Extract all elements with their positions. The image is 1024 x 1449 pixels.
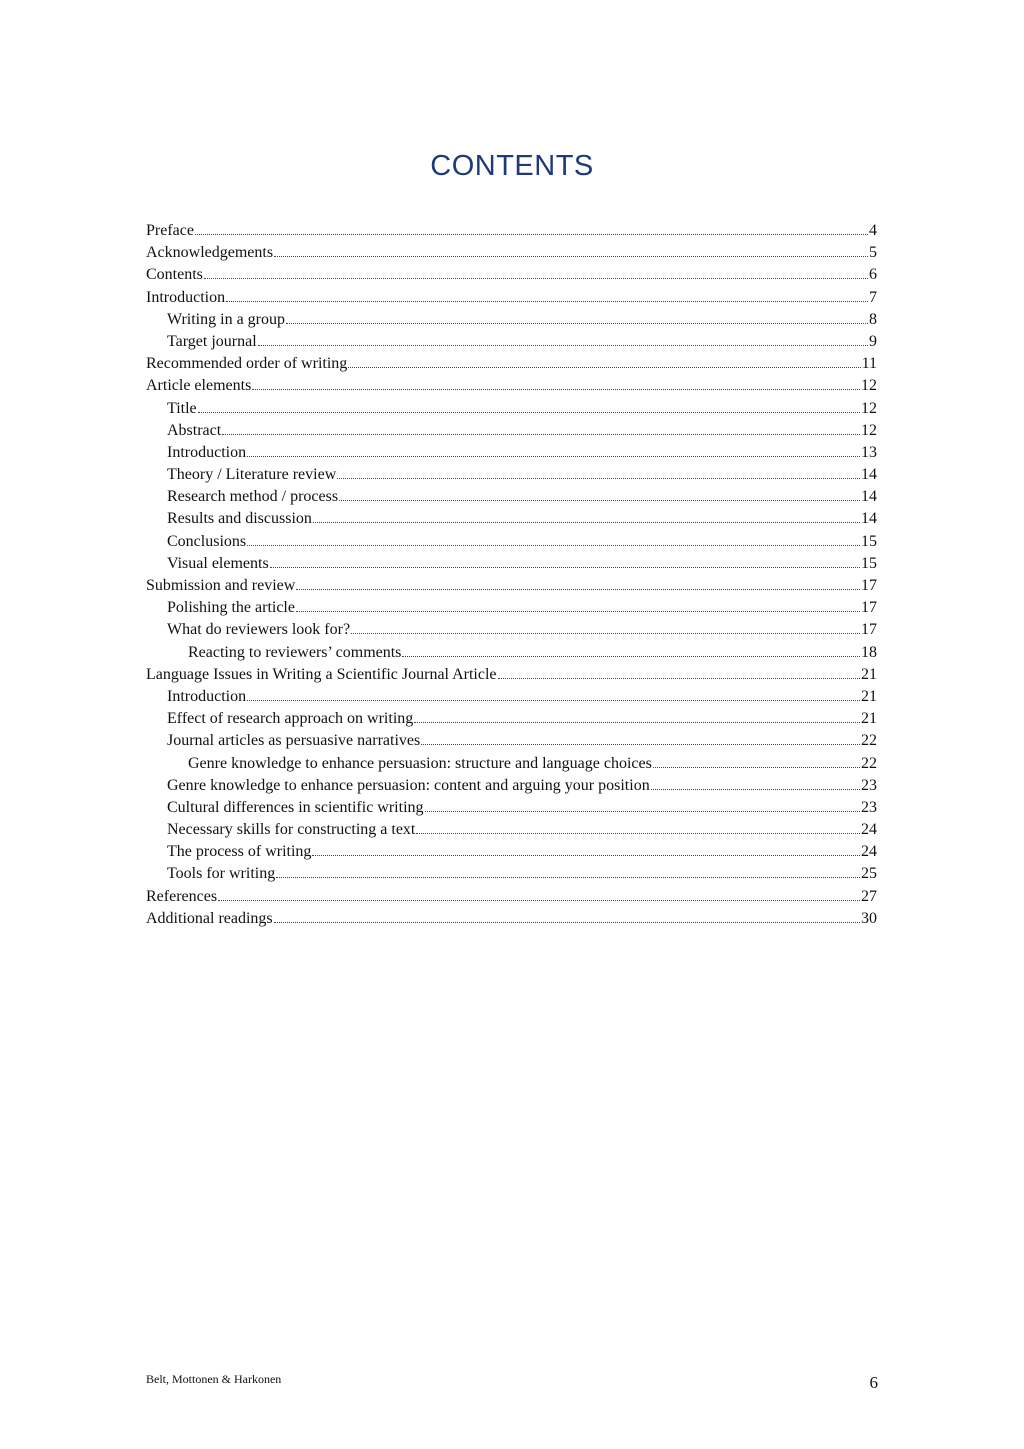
toc-entry-title: Necessary skills for constructing a text — [167, 821, 416, 839]
toc-dot-leader — [198, 412, 860, 413]
toc-entry-page: 17 — [861, 621, 877, 639]
toc-entry[interactable] — [146, 553, 877, 575]
toc-dot-leader — [416, 833, 860, 834]
toc-entry-page: 7 — [869, 288, 877, 306]
toc-entry-title: Cultural differences in scientific writing — [167, 798, 424, 816]
toc-entry[interactable] — [146, 886, 877, 908]
toc-entry[interactable] — [146, 863, 877, 885]
toc-entry-title: Genre knowledge to enhance persuasion: content and arguing your position — [167, 776, 650, 794]
toc-entry[interactable] — [146, 908, 877, 930]
toc-entry[interactable] — [146, 486, 877, 508]
toc-dot-leader — [247, 700, 860, 701]
toc-entry[interactable] — [146, 375, 877, 397]
toc-entry-page: 15 — [861, 532, 877, 550]
toc-entry-page: 12 — [861, 399, 877, 417]
toc-dot-leader — [258, 345, 868, 346]
toc-entry[interactable] — [146, 708, 877, 730]
toc-dot-leader — [651, 789, 860, 790]
toc-entry-page: 9 — [869, 332, 877, 350]
toc-entry-title: What do reviewers look for? — [167, 621, 351, 639]
toc-entry-page: 12 — [861, 377, 877, 395]
toc-dot-leader — [339, 500, 860, 501]
toc-entry-title: Theory / Literature review — [167, 466, 337, 484]
toc-entry-page: 14 — [861, 488, 877, 506]
toc-dot-leader — [218, 900, 860, 901]
toc-dot-leader — [276, 877, 860, 878]
toc-entry[interactable] — [146, 442, 877, 464]
toc-entry[interactable] — [146, 730, 877, 752]
toc-entry[interactable] — [146, 753, 877, 775]
toc-entry-page: 24 — [861, 843, 877, 861]
toc-entry[interactable] — [146, 287, 877, 309]
toc-entry-page: 14 — [861, 466, 877, 484]
toc-entry-title: Results and discussion — [167, 510, 312, 528]
toc-dot-leader — [402, 656, 860, 657]
toc-entry-title: Visual elements — [167, 554, 269, 572]
toc-entry-title: Introduction — [167, 443, 247, 461]
toc-entry-title: Genre knowledge to enhance persuasion: structure and language choices — [188, 754, 652, 772]
toc-dot-leader — [312, 855, 860, 856]
toc-entry-page: 21 — [861, 687, 877, 705]
toc-entry-page: 13 — [861, 443, 877, 461]
table-of-contents — [146, 220, 877, 930]
toc-entry-page: 14 — [861, 510, 877, 528]
toc-entry[interactable] — [146, 398, 877, 420]
toc-dot-leader — [274, 256, 868, 257]
toc-entry[interactable] — [146, 841, 877, 863]
toc-entry-title: Article elements — [146, 377, 252, 395]
toc-dot-leader — [296, 589, 860, 590]
toc-entry[interactable] — [146, 819, 877, 841]
toc-dot-leader — [421, 744, 860, 745]
toc-entry-title: Writing in a group — [167, 310, 285, 328]
footer-page-number: 6 — [869, 1373, 878, 1392]
toc-entry-title: References — [146, 887, 218, 905]
page-title: CONTENTS — [430, 150, 594, 182]
toc-entry-page: 30 — [861, 909, 877, 927]
toc-entry[interactable] — [146, 309, 877, 331]
toc-dot-leader — [337, 478, 860, 479]
toc-entry-title: Contents — [146, 266, 203, 284]
toc-entry-page: 6 — [869, 266, 877, 284]
toc-dot-leader — [226, 301, 868, 302]
toc-entry-page: 24 — [861, 821, 877, 839]
toc-dot-leader — [222, 434, 860, 435]
toc-entry-page: 18 — [861, 643, 877, 661]
toc-entry[interactable] — [146, 464, 877, 486]
toc-entry[interactable] — [146, 575, 877, 597]
toc-dot-leader — [247, 545, 860, 546]
toc-entry[interactable] — [146, 420, 877, 442]
toc-entry-page: 21 — [861, 665, 877, 683]
toc-entry-title: Tools for writing — [167, 865, 276, 883]
toc-dot-leader — [425, 811, 860, 812]
toc-entry-title: Preface — [146, 222, 194, 239]
toc-dot-leader — [247, 456, 860, 457]
toc-dot-leader — [195, 234, 868, 235]
toc-entry-title: Language Issues in Writing a Scientific Journal Article — [146, 665, 497, 683]
toc-dot-leader — [313, 522, 860, 523]
toc-dot-leader — [286, 323, 868, 324]
toc-dot-leader — [351, 633, 860, 634]
toc-entry-title: Additional readings — [146, 909, 273, 927]
toc-entry-page: 4 — [869, 222, 877, 239]
toc-dot-leader — [414, 722, 860, 723]
toc-dot-leader — [270, 567, 860, 568]
toc-dot-leader — [498, 678, 860, 679]
toc-dot-leader — [204, 278, 868, 279]
toc-entry[interactable] — [146, 619, 877, 641]
toc-entry[interactable] — [146, 686, 877, 708]
toc-entry-page: 22 — [861, 754, 877, 772]
toc-entry-title: Title — [167, 399, 197, 417]
toc-entry[interactable] — [146, 775, 877, 797]
toc-entry-title: Conclusions — [167, 532, 247, 550]
toc-entry-title: Recommended order of writing — [146, 355, 348, 373]
toc-entry-title: Introduction — [167, 687, 247, 705]
toc-entry-title: Journal articles as persuasive narratives — [167, 732, 421, 750]
toc-entry[interactable] — [146, 531, 877, 553]
toc-entry-title: Effect of research approach on writing — [167, 710, 414, 728]
toc-entry-page: 5 — [869, 244, 877, 262]
toc-entry[interactable] — [146, 353, 877, 375]
toc-dot-leader — [274, 922, 860, 923]
toc-entry-page: 11 — [861, 355, 877, 373]
toc-entry-title: Research method / process — [167, 488, 339, 506]
toc-entry-page: 23 — [861, 776, 877, 794]
toc-entry[interactable] — [146, 331, 877, 353]
toc-entry[interactable] — [146, 264, 877, 286]
toc-entry-page: 12 — [861, 421, 877, 439]
toc-entry[interactable] — [146, 242, 877, 264]
toc-entry-title: Introduction — [146, 288, 226, 306]
toc-entry-page: 15 — [861, 554, 877, 572]
toc-entry-title: Target journal — [167, 332, 257, 350]
toc-entry-page: 23 — [861, 798, 877, 816]
toc-dot-leader — [252, 389, 860, 390]
toc-entry-title: Abstract — [167, 421, 222, 439]
toc-entry-page: 27 — [861, 887, 877, 905]
toc-entry[interactable] — [146, 664, 877, 686]
toc-entry[interactable] — [146, 597, 877, 619]
toc-entry-page: 25 — [861, 865, 877, 883]
toc-entry-title: Acknowledgements — [146, 244, 274, 262]
toc-entry-page: 8 — [869, 310, 877, 328]
toc-entry[interactable] — [146, 508, 877, 530]
toc-entry[interactable] — [146, 220, 877, 242]
toc-entry-title: The process of writing — [167, 843, 312, 861]
toc-entry-page: 17 — [861, 577, 877, 594]
toc-entry[interactable] — [146, 642, 877, 664]
toc-entry-title: Polishing the article — [167, 599, 295, 617]
toc-dot-leader — [296, 611, 860, 612]
toc-entry-page: 17 — [861, 599, 877, 617]
toc-entry-title: Reacting to reviewers’ comments — [188, 643, 402, 661]
toc-entry-page: 21 — [861, 710, 877, 728]
toc-entry-page: 22 — [861, 732, 877, 750]
footer-authors: Belt, Mottonen & Harkonen — [146, 1372, 282, 1386]
toc-entry-title: Submission and review — [146, 577, 296, 594]
toc-entry[interactable] — [146, 797, 877, 819]
toc-dot-leader — [348, 367, 860, 368]
toc-dot-leader — [653, 767, 860, 768]
